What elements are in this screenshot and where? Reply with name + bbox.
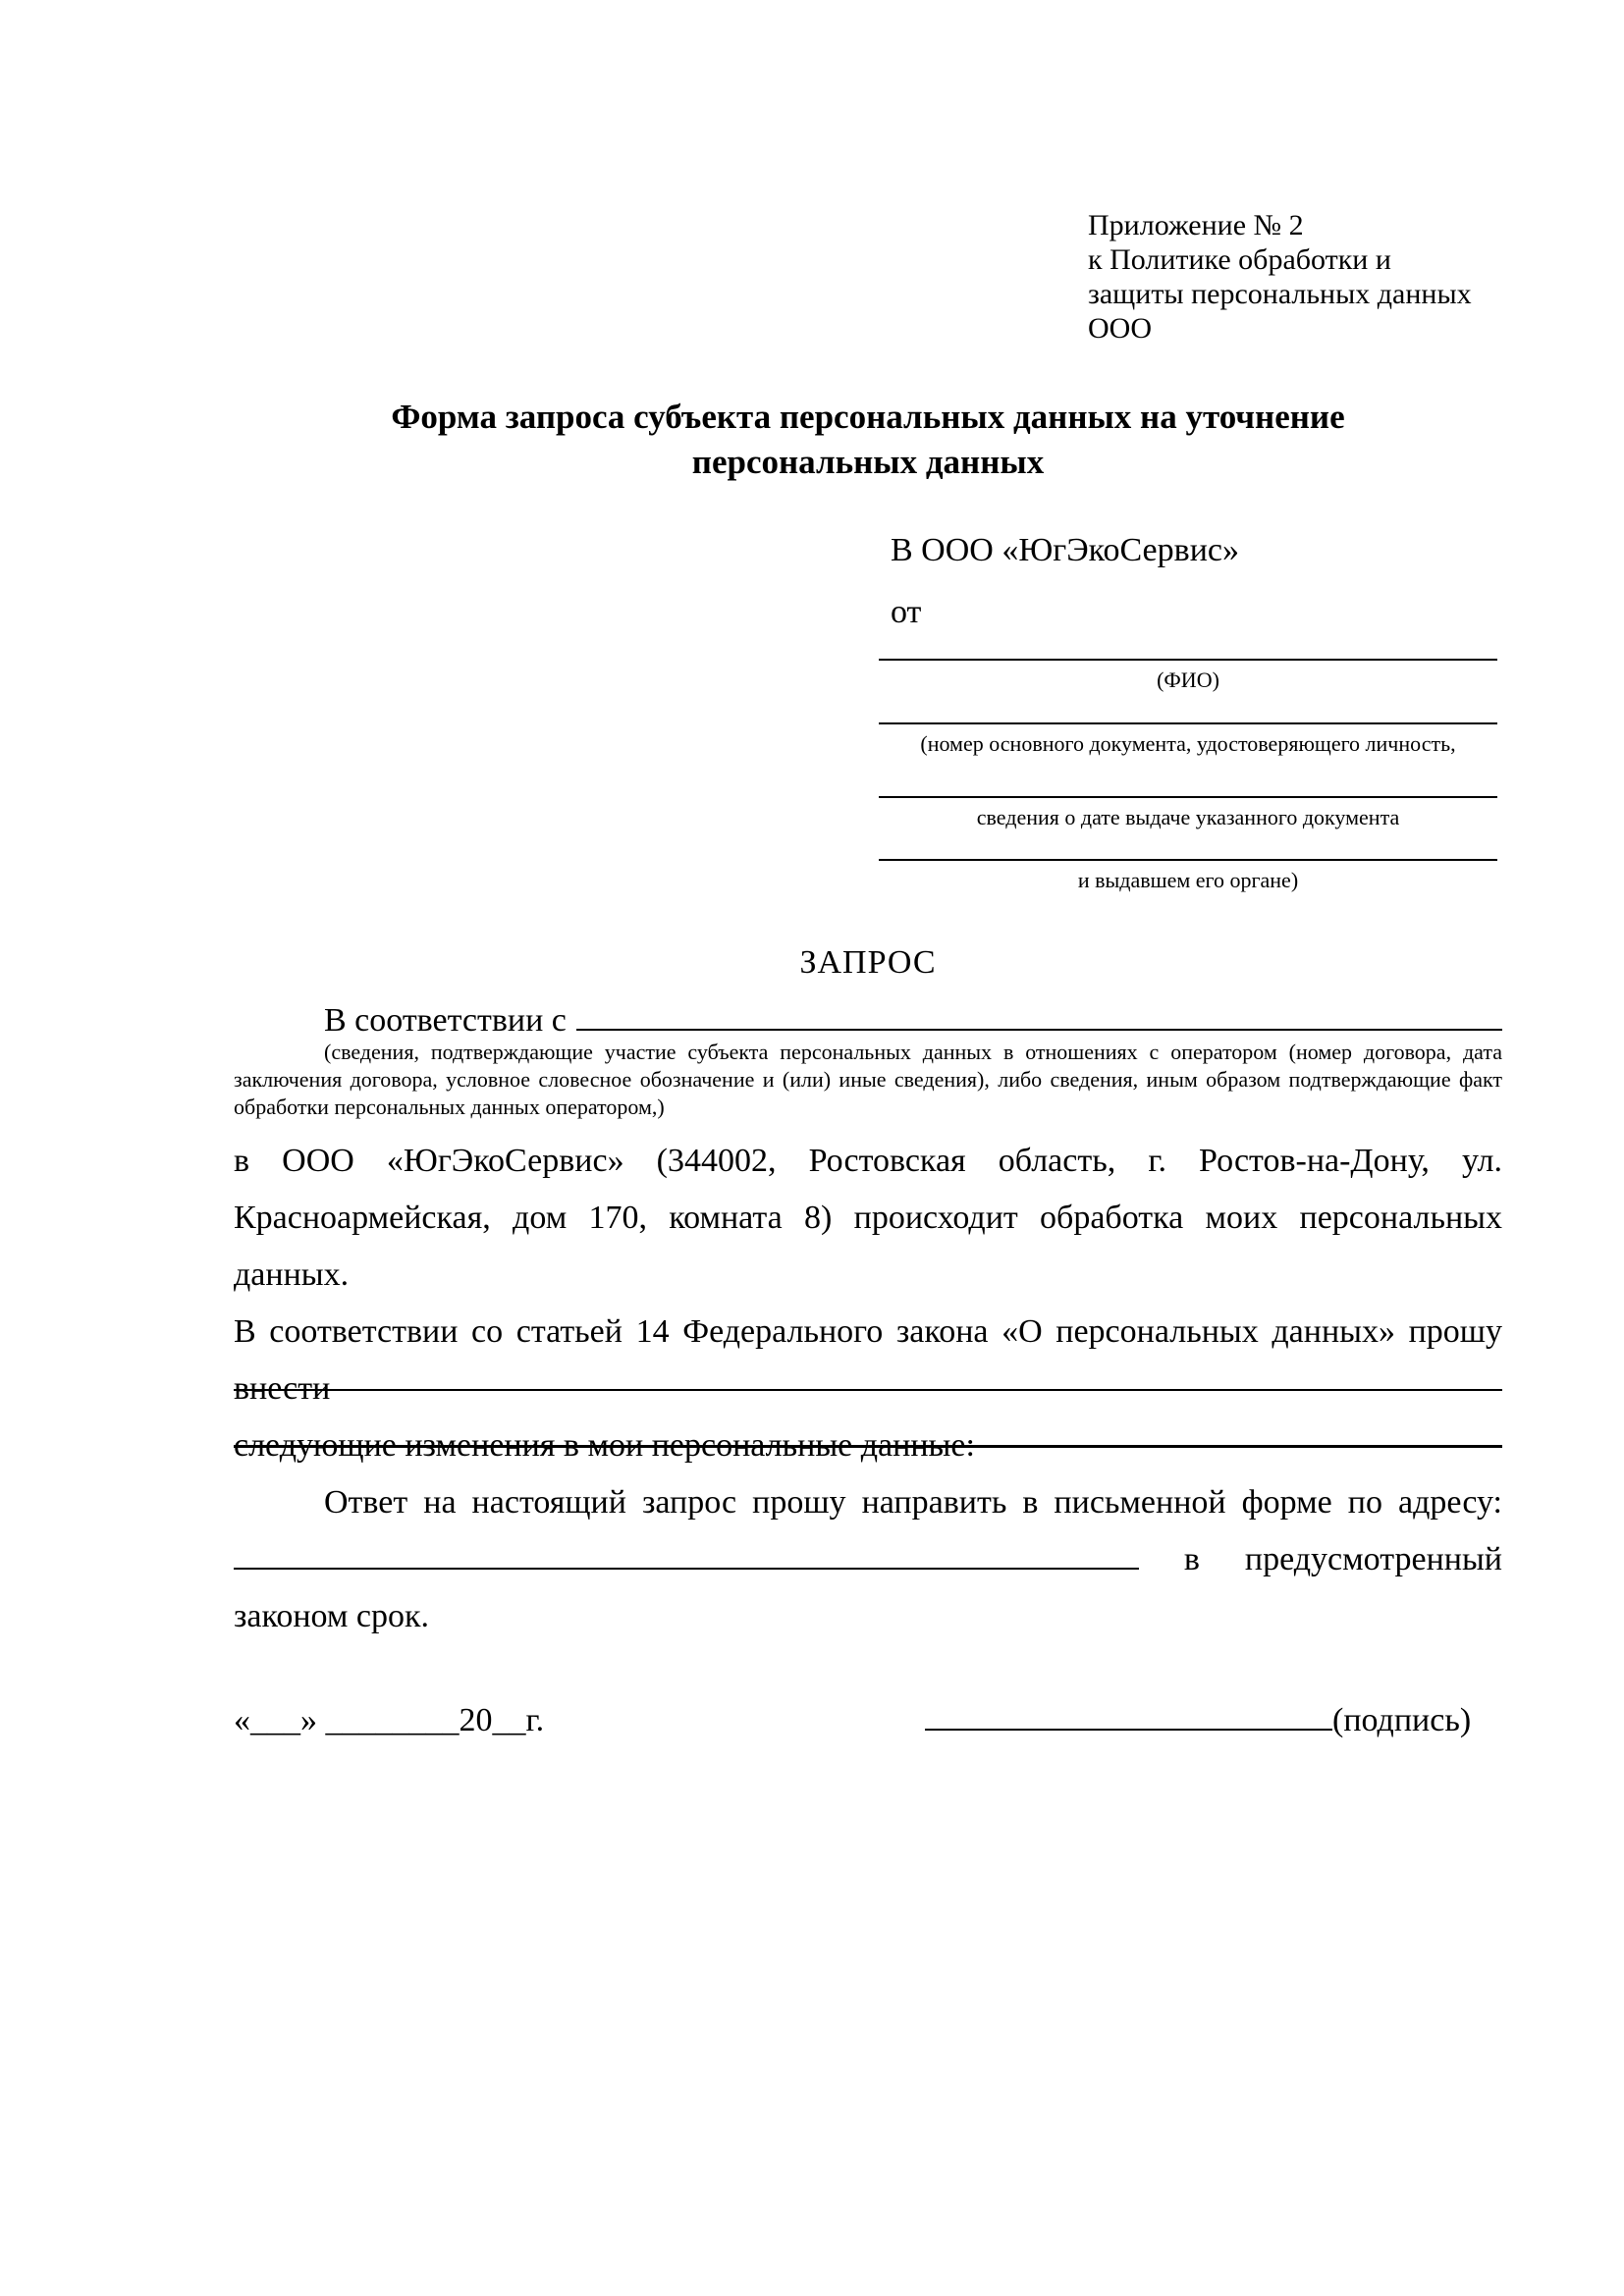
doc-issuer-field-caption: и выдавшем его органе) bbox=[1077, 868, 1299, 892]
accordance-note-line-3: обработки персональных данных оператором,) bbox=[234, 1095, 665, 1119]
reply-closing: законом срок. bbox=[234, 1598, 429, 1634]
document-title-line-1: Форма запроса субъекта персональных данных на уточнение bbox=[391, 398, 1345, 436]
fio-field-line[interactable] bbox=[879, 659, 1497, 661]
doc-issue-date-field-caption: сведения о дате выдаче указанного документа bbox=[976, 805, 1400, 829]
reply-line-2 bbox=[234, 1531, 1502, 1588]
changes-fill-line-2[interactable] bbox=[234, 1445, 1502, 1448]
accordance-label: В соответствии с bbox=[324, 1002, 567, 1039]
changes-fill-line-1[interactable] bbox=[234, 1389, 1502, 1391]
accordance-row bbox=[324, 1001, 1502, 1041]
body-line-1: в ООО «ЮгЭкоСервис» (344002, Ростовская область, г. Ростов-на-Дону, ул. bbox=[234, 1143, 1502, 1179]
accordance-note-line-2: заключения договора, условное словесное обозначение и (или) иные сведения), либо сведения, иным образом подтверждающие факт bbox=[234, 1067, 1502, 1092]
accordance-note-line-1: (сведения, подтверждающие участие субъекта персональных данных в отношениях с оператором (номер договора, дата bbox=[324, 1040, 1502, 1064]
reply-line-1: Ответ на настоящий запрос прошу направить в письменной форме по адресу: bbox=[324, 1484, 1502, 1521]
signature-caption: (подпись) bbox=[1332, 1702, 1472, 1738]
doc-issuer-field-line[interactable] bbox=[879, 859, 1497, 861]
address-fill-line[interactable] bbox=[234, 1568, 1139, 1570]
appendix-block bbox=[1088, 208, 1472, 346]
reply-paragraph bbox=[234, 1474, 1502, 1645]
document-title-line-2: персональных данных bbox=[691, 443, 1045, 481]
body-paragraph bbox=[234, 1133, 1502, 1474]
doc-issue-date-field-line[interactable] bbox=[879, 796, 1497, 798]
addressee-company: В ООО «ЮгЭкоСервис» bbox=[891, 532, 1239, 568]
appendix-line-3: защиты персональных данных bbox=[1088, 278, 1472, 310]
document-title bbox=[234, 395, 1502, 485]
doc-number-field-caption: (номер основного документа, удостоверяющего личность, bbox=[920, 731, 1456, 756]
reply-word-1: в bbox=[1183, 1541, 1200, 1577]
signature-group bbox=[925, 1702, 1471, 1739]
accordance-fill-line[interactable] bbox=[576, 1029, 1502, 1031]
appendix-line-2: к Политике обработки и bbox=[1088, 243, 1391, 276]
accordance-note bbox=[234, 1039, 1502, 1121]
appendix-line-1: Приложение № 2 bbox=[1088, 209, 1304, 241]
body-line-4: следующие изменения в мои персональные данные: bbox=[234, 1427, 975, 1464]
reply-word-2: предусмотренный bbox=[1244, 1541, 1502, 1577]
signature-line[interactable] bbox=[925, 1729, 1332, 1731]
appendix-line-4: ООО bbox=[1088, 312, 1152, 345]
date-field[interactable]: «___» ________20__г. bbox=[234, 1702, 545, 1738]
addressee-from-label: от bbox=[891, 594, 922, 630]
body-line-2: Красноармейская, дом 170, комната 8) происходит обработка моих персональных данных. bbox=[234, 1200, 1502, 1293]
request-heading: ЗАПРОС bbox=[799, 944, 937, 981]
fio-field-caption: (ФИО) bbox=[1157, 667, 1219, 692]
doc-number-field-line[interactable] bbox=[879, 722, 1497, 724]
body-line-3: В соответствии со статьей 14 Федерального закона «О персональных данных» прошу внести bbox=[234, 1313, 1502, 1407]
